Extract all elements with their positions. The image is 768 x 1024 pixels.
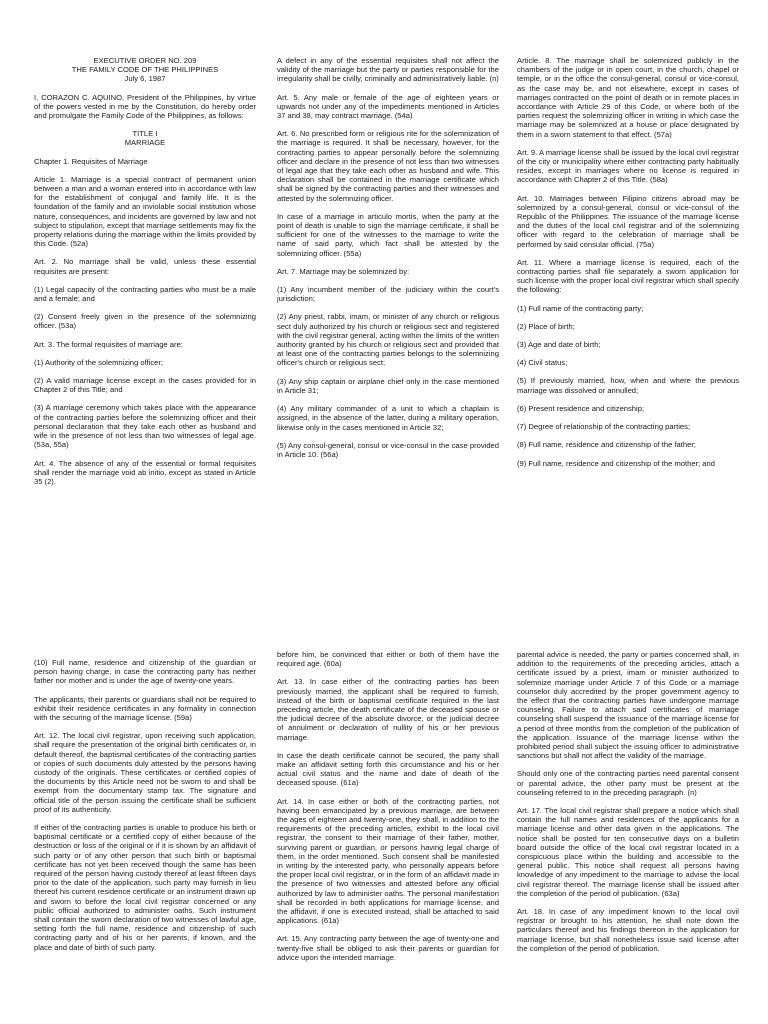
paragraph: Art. 2. No marriage shall be valid, unless these essential requisites are present: — [34, 257, 256, 276]
column-4 — [34, 658, 256, 961]
paragraph: Article 1. Marriage is a special contract of permanent union between a man and a woman entered into in accordance with law for the establishment of conjugal and family life. It is the foundation of the family and an inviolable social institution whose nature, consequences, and incidents are governed by law and not subject to stipulation, except that marriage settlements may fix the property relations during the marriage within the limits provided by this Code. (52a) — [34, 174, 257, 249]
paragraph: before him, be convinced that either or both of them have the required age. (60a) — [277, 650, 499, 669]
paragraph: (1) Full name of the contracting party; — [517, 303, 644, 313]
column-5 — [277, 650, 499, 971]
paragraph-list — [517, 650, 739, 953]
paragraph: (10) Full name, residence and citizenship of the guardian or person having charge, in case the contracting party has neither father nor mother and is under the age of twenty-one years. — [34, 658, 256, 686]
paragraph: (2) Place of birth; — [517, 321, 575, 331]
paragraph: (7) Degree of relationship of the contracting parties; — [517, 422, 691, 432]
paragraph: (2) Consent freely given in the presence of the solemnizing officer. (53a) — [34, 312, 256, 331]
chapter-heading: Chapter 1. Requisites of Marriage — [34, 156, 148, 166]
paragraph: (4) Any military commander of a unit to which a chaplain is assigned, in the absence of the latter, during a military operation, likewise only in the cases mentioned in Article 32; — [277, 404, 499, 432]
paragraph: (6) Present residence and citizenship; — [517, 403, 645, 413]
paragraph: (4) Civil status; — [517, 358, 568, 368]
paragraph: (1) Authority of the solemnizing officer; — [34, 357, 164, 367]
title-name: MARRIAGE — [124, 138, 166, 148]
paragraph: Should only one of the contracting parties need parental consent or parental advice, the other party must be present at the counseling referred to in the preceding paragraph. (n) — [517, 769, 739, 797]
paragraph: Art. 5. Any male or female of the age of eighteen years or upwards not under any of the impediments mentioned in Articles 37 and 38, may contract marriage. (54a) — [277, 92, 499, 121]
paragraph: Art. 3. The formal requisites of marriage are: — [34, 339, 183, 349]
document-header — [34, 56, 256, 84]
column-2 — [277, 56, 499, 468]
paragraph: If either of the contracting parties is unable to produce his birth or baptismal certificate or a certified copy of either because of the destruction or loss of the original or if it is shown by an affidavit of such party or of any other person that such birth or baptismal certificate has not yet been received though the same has been required of the person having custody thereof at least fifteen days prior to the date of the application, such party may furnish in lieu thereof his current residence certificate or an instrument drawn up and sworn to before the local civil registrar concerned or any public official authorized to administer oaths. Such instrument shall contain the sworn declaration of two witnesses of lawful age, setting forth the full name, residence and citizenship of such contracting party and of his or her parents, if known, and the place and date of birth of such party. — [34, 823, 256, 952]
paragraph: (8) Full name, residence and citizenship of the father; — [517, 440, 696, 450]
paragraph: Art. 6. No prescribed form or religious rite for the solemnization of the marriage is required. It shall be necessary, however, for the contracting parties to appear personally before the solemnizing officer and declare in the presence of not less than two witnesses of legal age that they take each other as husband and wife. This declaration shall be contained in the marriage certificate which shall be signed by the contracting parties and their witnesses and attested by the solemnizing officer. — [277, 129, 499, 203]
preamble: I, CORAZON C. AQUINO, President of the Philippines, by virtue of the powers vested in me by the Constitution, do hereby order and promulgate the Family Code of the Philippines, as follows: — [34, 92, 256, 121]
paragraph-list — [34, 175, 256, 486]
paragraph: (9) Full name, residence and citizenship of the mother; and — [517, 458, 715, 468]
paragraph: The applicants, their parents or guardians shall not be required to exhibit their residence certificates in any formality in connection with the securing of the marriage license. (59a) — [34, 694, 256, 723]
paragraph: (3) Any ship captain or airplane chief only in the case mentioned in Article 31; — [277, 376, 499, 395]
paragraph: Art. 18. In case of any impediment known to the local civil registrar or brought to his attention, he shall note down the particulars thereof and his findings thereon in the application for marriage license, but shall nonetheless issue said license after the completion of the period of publication. — [517, 907, 739, 953]
code-title: THE FAMILY CODE OF THE PHILIPPINES — [71, 65, 219, 75]
paragraph: In case the death certificate cannot be secured, the party shall make an affidavit setting forth this circumstance and his or her actual civil status and the name and date of death of the deceased spouse. (61a) — [277, 750, 499, 788]
paragraph: Art. 12. The local civil registrar, upon receiving such application, shall require the presentation of the original birth certificates or, in default thereof, the baptismal certificates of the contracting parties or copies of such documents duly attested by the persons having custody of the originals. These certificates or certified copies of the documents by this Article need not be sworn to and shall be exempt from the documentary stamp tax. The signature and official title of the person issuing the certificate shall be sufficient proof of its authenticity. — [34, 731, 256, 814]
page-bottom — [0, 646, 768, 1024]
paragraph: (1) Any incumbent member of the judiciary within the court's jurisdiction; — [277, 285, 499, 304]
paragraph: Art. 7. Marriage may be solemnized by: — [277, 266, 410, 276]
paragraph-list — [277, 650, 499, 962]
paragraph: Art. 17. The local civil registrar shall prepare a notice which shall contain the full names and residences of the applicants for a marriage license and other data given in the applications. The notice shall be posted for ten consecutive days on a bulletin board outside the office of the local civil registrar located in a conspicuous place within the building and accessible to the general public. This notice shall request all persons having knowledge of any impediment to the marriage to advise the local civil registrar thereof. The marriage license shall be issued after the completion of the period of publication. (63a) — [517, 806, 739, 898]
paragraph: (2) Any priest, rabbi, imam, or minister of any church or religious sect duly authorized by his church or religious sect and registered with the civil registrar general, acting within the limits of the written authority granted by his church or religious sect and provided that at least one of the contracting parties belongs to the solemnizing officer's church or religious sect; — [277, 312, 499, 368]
column-3 — [517, 56, 739, 477]
code-date: July 6, 1987 — [124, 74, 166, 84]
paragraph: Art. 10. Marriages between Filipino citizens abroad may be solemnized by a consul-general, consul or vice-consul of the Republic of the Philippines. The issuance of the marriage license and the duties of the local civil registrar and of the solemnizing officer with regard to the celebration of marriage shall be performed by said consular official. (75a) — [517, 193, 739, 249]
title-number: TITLE I — [132, 129, 158, 139]
paragraph-list — [517, 56, 739, 468]
paragraph: Art. 11. Where a marriage license is required, each of the contracting parties shall file separately a sworn application for such license with the proper local civil registrar which shall specify the following: — [517, 257, 739, 295]
paragraph: A defect in any of the essential requisites shall not affect the validity of the marriage but the party or parties responsible for the irregularity shall be civilly, criminally and administratively liable. (n) — [277, 56, 499, 84]
paragraph: (3) A marriage ceremony which takes place with the appearance of the contracting parties before the solemnizing officer and their personal declaration that they take each other as husband and wife in the presence of not less than two witnesses of legal age. (53a, 55a) — [34, 403, 256, 450]
paragraph: In case of a marriage in articulo mortis, when the party at the point of death is unable to sign the marriage certificate, it shall be sufficient for one of the witnesses to the marriage to write the name of said party, which fact shall be attested by the solemnizing officer. (55a) — [277, 211, 499, 258]
paragraph: Art. 13. In case either of the contracting parties has been previously married, the applicant shall be required to furnish, instead of the birth or baptismal certificate required in the last preceding article, the death certificate of the deceased spouse or the judicial decree of the absolute divorce, or the judicial decree of annulment or declaration of nullity of his or her previous marriage. — [277, 677, 499, 742]
paragraph: parental advice is needed, the party or parties concerned shall, in addition to the requirements of the preceding articles, attach a certificate issued by a priest, imam or minister authorized to solemnize marriage under Article 7 of this Code or a marriage counselor duly accredited by the proper government agency to the effect that the contracting parties have undergone marriage counseling. Failure to attach said certificates of marriage counseling shall suspend the issuance of the marriage license for a period of three months from the completion of the publication of the application. Issuance of the marriage license within the prohibited period shall subject the issuing officer to administrative sanctions but shall not affect the validity of the marriage. — [517, 650, 739, 761]
paragraph: Art. 14. In case either or both of the contracting parties, not having been emancipated by a previous marriage, are between the ages of eighteen and twenty-one, they shall, in addition to the requirements of the preceding articles, exhibit to the local civil registrar, the consent to their marriage of their father, mother, surviving parent or guardian, or persons having legal charge of them, in the order mentioned. Such consent shall be manifested in writing by the interested party, who personally appears before the proper local civil registrar, or in the form of an affidavit made in the presence of two witnesses and attested before any official authorized by law to administer oaths. The personal manifestation shall be recorded in both applications for marriage license, and the affidavit, if one is executed instead, shall be attached to said applications. (61a) — [277, 796, 499, 926]
paragraph: Art. 15. Any contracting party between the age of twenty-one and twenty-five shall be obliged to ask their parents or guardian for advice upon the intended marriage. — [277, 934, 499, 962]
paragraph: (1) Legal capacity of the contracting parties who must be a male and a female; and — [34, 284, 256, 304]
paragraph: (5) If previously married, how, when and where the previous marriage was dissolved or annulled; — [517, 376, 739, 395]
paragraph-list — [34, 658, 256, 952]
paragraph: (5) Any consul-general, consul or vice-consul in the case provided in Article 10. (56a) — [277, 440, 499, 459]
paragraph-list — [277, 56, 499, 459]
column-1 — [34, 56, 256, 495]
paragraph: Art. 9. A marriage license shall be issued by the local civil registrar of the city or municipality where either contracting party habitually resides, except in marriages where no license is required in accordance with Chapter 2 of this Title. (58a) — [517, 147, 740, 185]
executive-order-number: EXECUTIVE ORDER NO. 209 — [93, 56, 197, 65]
paragraph: Art. 4. The absence of any of the essential or formal requisites shall render the marriage void ab initio, except as stated in Article 35 (2). — [34, 458, 256, 486]
paragraph: (2) A valid marriage license except in the cases provided for in Chapter 2 of this Title; and — [34, 376, 256, 395]
title-heading — [34, 129, 256, 147]
paragraph: Article. 8. The marriage shall be solemnized publicly in the chambers of the judge or in open court, in the church, chapel or temple, or in the office the consul-general, consul or vice-consul, as the case may be, and not elsewhere, except in cases of marriages contracted on the point of death or in remote places in accordance with Article 29 of this Code, or where both of the parties request the solemnizing officer in writing in which case the marriage may be solemnized at a house or place designated by them in a sworn statement to that effect. (57a) — [517, 56, 739, 139]
column-6 — [517, 650, 739, 962]
paragraph: (3) Age and date of birth; — [517, 340, 601, 350]
